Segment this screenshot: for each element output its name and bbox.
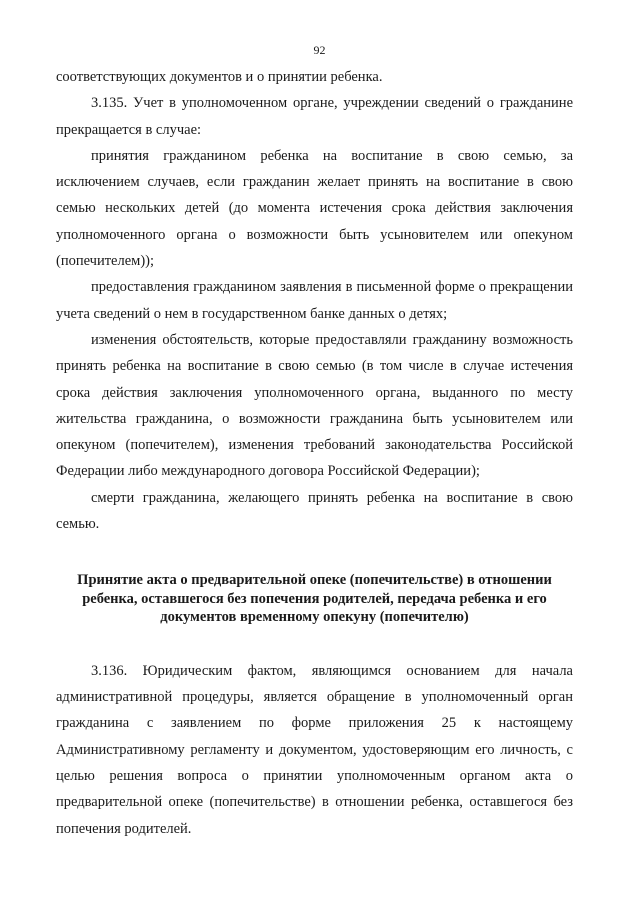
paragraph: изменения обстоятельств, которые предоставляли гражданину возможность принять ребенка на воспитание в свою семью (в том числе в случае истечения срока действия заключения уполномоченного органа, выданного по месту жительства гражданина, о возможности гражданина быть усыновителем или опекуном (попечителем), изменения требований законодательства Российской Федерации либо международного договора Российской Федерации);: [56, 331, 573, 480]
paragraph: принятия гражданином ребенка на воспитание в свою семью, за исключением случаев, если гражданин желает принять на воспитание в свою семью нескольких детей (до момента истечения срока действия заключения уполномоченного органа о возможности быть усыновителем или опекуном (попечителем));: [56, 147, 573, 270]
paragraphs-after: [56, 658, 573, 842]
paragraph: 3.135. Учет в уполномоченном органе, учреждении сведений о гражданине прекращается в случае:: [56, 95, 573, 138]
paragraphs-before: [56, 64, 573, 537]
section-heading: Принятие акта о предварительной опеке (попечительстве) в отношении ребенка, оставшегося без попечения родителей, передача ребенка и его документов временному опекуну (попечителю): [77, 572, 552, 626]
paragraph: соответствующих документов и о принятии ребенка.: [56, 69, 383, 85]
paragraph: предоставления гражданином заявления в письменной форме о прекращении учета сведений о нем в государственном банке данных о детях;: [56, 279, 573, 322]
paragraph: смерти гражданина, желающего принять ребенка на воспитание в свою семью.: [56, 489, 573, 533]
paragraph: 3.136. Юридическим фактом, являющимся основанием для начала административной процедуры, является обращение в уполномоченный орган гражданина с заявлением по форме приложения 25 к настоящему Административному регламенту и документом, удостоверяющим его личность, с целью решения вопроса о принятии уполномоченным органом акта о предварительной опеке (попечительстве) в отношении ребенка, оставшегося без попечения родителей.: [56, 662, 573, 837]
page-number: 92: [313, 43, 326, 57]
spacer: [56, 627, 573, 658]
spacer: [56, 537, 573, 571]
document-body: [56, 64, 573, 842]
